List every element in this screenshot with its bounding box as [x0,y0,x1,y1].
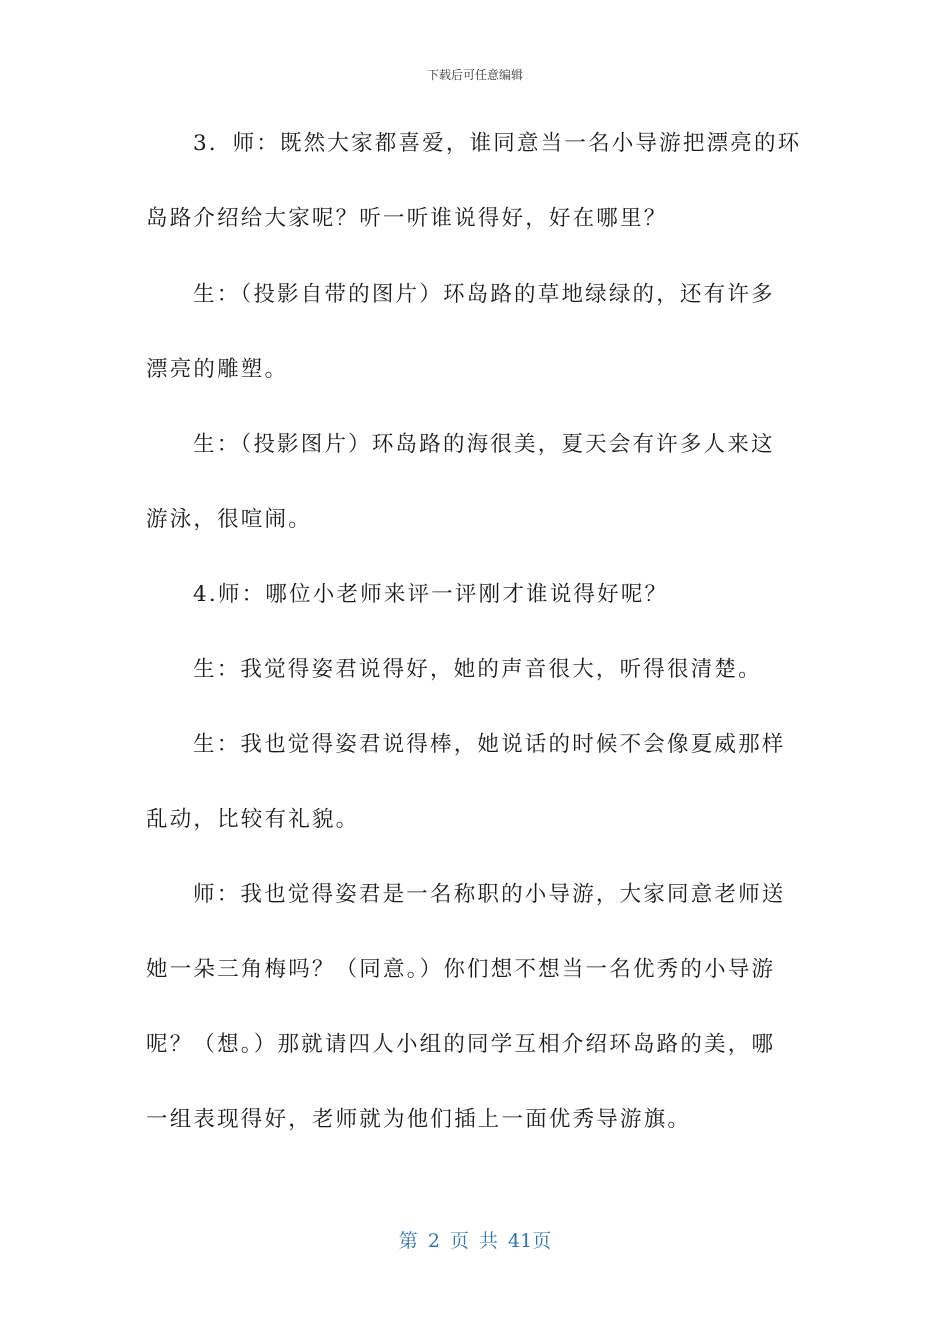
paragraph-line: 岛路介绍给大家呢？听一听谁说得好，好在哪里？ [146,206,668,231]
paragraph-line: 生：我也觉得姿君说得棒，她说话的时候不会像夏威那样 [193,732,786,757]
paragraph-line: 漂亮的雕塑。 [146,357,289,382]
paragraph-line: 生：我觉得姿君说得好，她的声音很大，听得很清楚。 [193,657,762,682]
paragraph-line: 4.师：哪位小老师来评一评刚才谁说得好呢？ [193,582,669,607]
paragraph-line: 师：我也觉得姿君是一名称职的小导游，大家同意老师送 [193,882,786,907]
paragraph-line: 呢？（想。）那就请四人小组的同学互相介绍环岛路的美，哪 [146,1032,776,1057]
paragraph-line: 乱动，比较有礼貌。 [146,807,360,832]
paragraph-line: 游泳，很喧闹。 [146,507,312,532]
page-header: 下载后可任意编辑 [426,68,523,82]
paragraph-line: 一组表现得好，老师就为他们插上一面优秀导游旗。 [146,1107,692,1132]
paragraph-line: 生：（投影自带的图片）环岛路的草地绿绿的，还有许多 [193,282,775,307]
paragraph-line: 生：（投影图片）环岛路的海很美，夏天会有许多人来这 [193,432,775,457]
page-number-footer: 第 2 页 共 41页 [398,1230,552,1252]
paragraph-line: 3．师：既然大家都喜爱，谁同意当一名小导游把漂亮的环 [193,131,802,156]
paragraph-line: 她一朵三角梅吗？（同意。）你们想不想当一名优秀的小导游 [146,957,776,982]
